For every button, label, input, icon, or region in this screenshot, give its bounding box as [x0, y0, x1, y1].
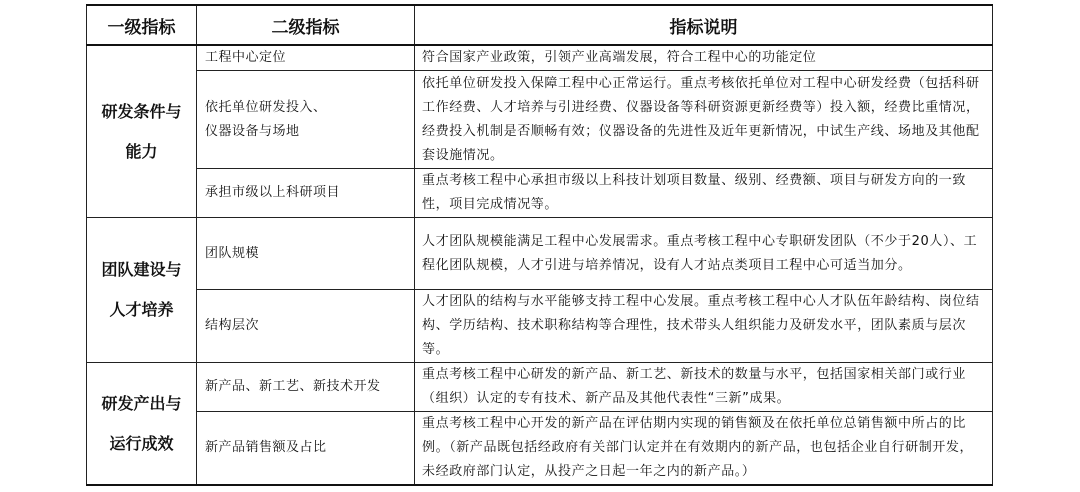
table-row — [87, 71, 993, 169]
level2-label-line2: 仪器设备与场地 — [205, 123, 300, 139]
header-level2: 二级指标 — [197, 5, 415, 45]
desc-cell: 人才团队的结构与水平能够支持工程中心发展。重点考核工程中心人才队伍年龄结构、岗位结构、学历结构、技术职称结构等合理性，技术带头人组织能力及研发水平，团队素质与层次等。 — [415, 290, 993, 363]
desc-cell: 人才团队规模能满足工程中心发展需求。重点考核工程中心专职研发团队（不少于20人）、工程化团队规模，人才引进与培养情况，设有人才站点类项目工程中心可适当加分。 — [415, 218, 993, 290]
table-row — [87, 412, 993, 486]
desc-cell: 重点考核工程中心研发的新产品、新工艺、新技术的数量与水平，包括国家相关部门或行业（组织）认定的专有技术、新产品及其他代表性“三新”成果。 — [415, 363, 993, 412]
table-row — [87, 363, 993, 412]
header-level1: 一级指标 — [87, 5, 197, 45]
level2-cell: 团队规模 — [197, 218, 415, 290]
table-row — [87, 45, 993, 71]
level2-cell: 承担市级以上科研项目 — [197, 169, 415, 218]
desc-cell: 重点考核工程中心承担市级以上科技计划项目数量、级别、经费额、项目与研发方向的一致性，项目完成情况等。 — [415, 169, 993, 218]
table-row — [87, 218, 993, 290]
level2-cell — [197, 71, 415, 169]
level2-label-line1: 依托单位研发投入、 — [205, 99, 327, 115]
table-row — [87, 290, 993, 363]
indicator-table — [86, 4, 993, 486]
level1-label-line2: 能力 — [125, 141, 158, 161]
level1-cell — [87, 363, 197, 486]
level2-cell: 工程中心定位 — [197, 45, 415, 71]
level1-cell — [87, 45, 197, 218]
level1-cell — [87, 218, 197, 363]
level1-label-line2: 人才培养 — [109, 300, 174, 319]
header-row — [87, 5, 993, 45]
desc-cell: 依托单位研发投入保障工程中心正常运行。重点考核依托单位对工程中心研发经费（包括科研工作经费、人才培养与引进经费、仪器设备等科研资源更新经费等）投入额，经费比重情况，经费投入机制是否顺畅有效；仪器设备的先进性及近年更新情况，中试生产线、场地及其他配套设施情况。 — [415, 71, 993, 169]
header-desc: 指标说明 — [415, 5, 993, 45]
level1-label-line1: 团队建设与 — [101, 260, 182, 279]
level2-cell: 结构层次 — [197, 290, 415, 363]
desc-cell: 符合国家产业政策，引领产业高端发展，符合工程中心的功能定位 — [415, 45, 993, 71]
level2-cell: 新产品、新工艺、新技术开发 — [197, 363, 415, 412]
level1-label-line1: 研发条件与 — [101, 101, 182, 121]
level1-label-line2: 运行成效 — [109, 433, 174, 453]
level2-cell: 新产品销售额及占比 — [197, 412, 415, 486]
table-row — [87, 169, 993, 218]
level1-label-line1: 研发产出与 — [101, 393, 182, 413]
desc-cell: 重点考核工程中心开发的新产品在评估期内实现的销售额及在依托单位总销售额中所占的比例。（新产品既包括经政府有关部门认定并在有效期内的新产品，也包括企业自行研制开发，未经政府部门认定，从投产之日起一年之内的新产品。） — [415, 412, 993, 486]
